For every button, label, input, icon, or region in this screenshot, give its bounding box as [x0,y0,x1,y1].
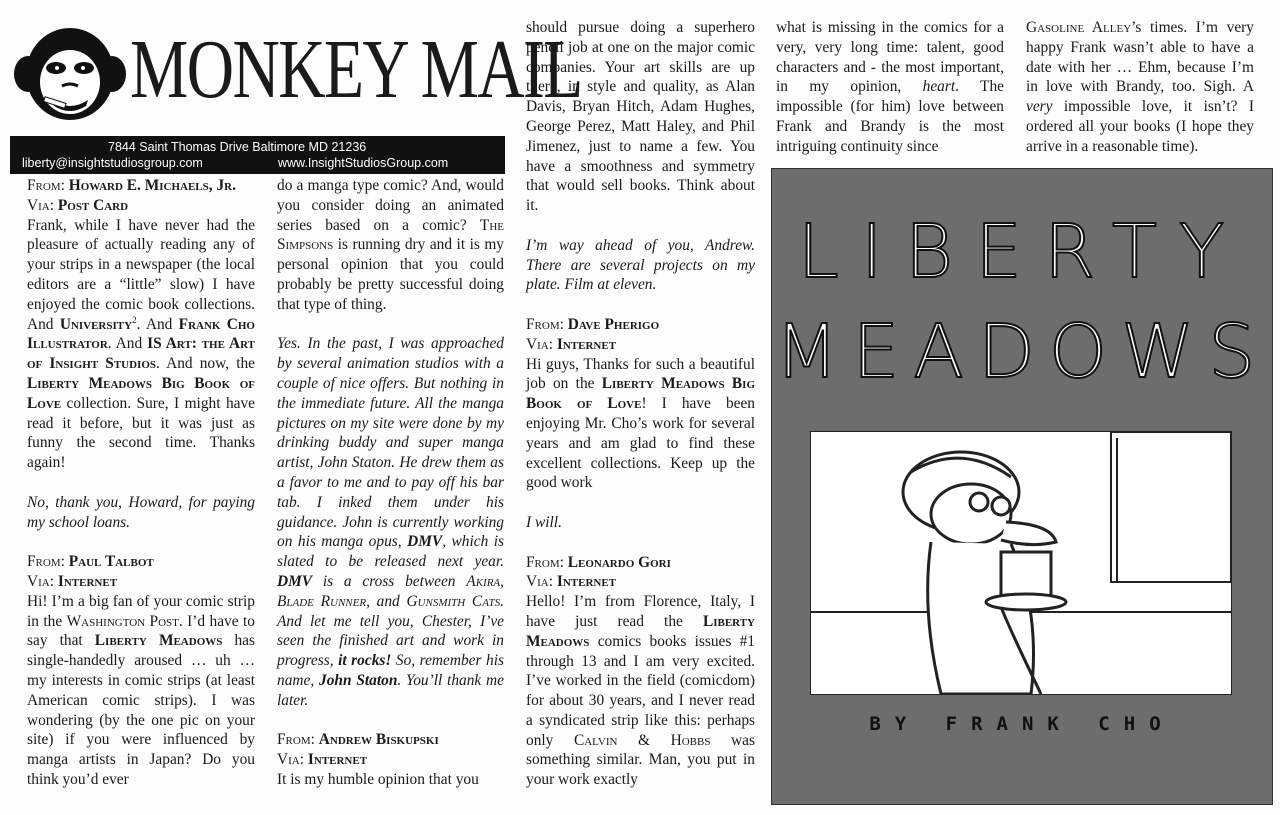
letter-5-via: Via: Internet [526,573,617,591]
column-5 [1026,18,1254,157]
mailing-address: 7844 Saint Thomas Drive Baltimore MD 21236 [108,140,367,154]
letter-1-body: Frank, while I have never had the pleasure of actually reading any of your strips in a newspaper (the local editors are a “little” slow) I have enjoyed the comic book collections. And University$^2$. And Frank Cho Illustrator. And IS Art: the Art of Insight Studios. And now, the Liberty Meadows Big Book of Love collection. Sure, I might have read it before, but it was just as funny the second time. Thanks again! [27,216,256,472]
masthead [10,8,582,170]
address-bar [10,136,505,174]
letter-4-via: Via: Internet [526,335,617,353]
letter-5-from: From: Leonardo Gori [526,553,671,571]
letter-3-body: It is my humble opinion that you [277,770,479,788]
letter-3-via: Via: Internet [277,751,368,769]
cover-title-line-1: LIBERTY [797,209,1247,295]
letter-2-body-cont: do a manga type comic? And, would you consider doing an animated series based on a comic? The Simpsons is running dry and it is my personal opinion that you could probably be pretty successful doing that type of thing. [277,177,504,313]
letter-1-from: From: Howard E. Michaels, Jr. [27,177,236,194]
letter-4-reply: I will. [526,513,562,531]
letter-3-body-cont: should pursue doing a superhero pencil job at one on the major comic companies. Your art skills are up there, in style and quality, as Alan Davis, Bryan Hitch, Adam Hughes, George Perez, Matt Haley, and Phil Jimenez, just to name a few. You have a smoothness and symmetry that would sell books. Think about it. [526,19,755,215]
monkey-head-logo [10,16,130,136]
letter-5-body: Hello! I’m from Florence, Italy, I have just read the Liberty Meadows comics books issues #1 through 13 and I am very excited. I’ve worked in the field (comicdom) for about 30 years, and I never read a syndicated strip like this: perhaps only Calvin & Hobbs was something similar. Man, you put in your work exactly [526,593,755,789]
letter-1-via: Via: Post Card [27,196,129,214]
column-4 [776,18,1004,157]
column-1 [27,176,255,790]
website-link[interactable]: www.InsightStudiosGroup.com [278,156,449,170]
cover-byline: BY FRANK CHO [869,713,1175,735]
letter-2-reply: Yes. In the past, I was approached by several animation studios with a couple of nice offers. But nothing in the immediate future. All the manga pictures on my site were done by my drinking buddy and super manga artist, John Staton. He drew them as a favor to me and to pay off his bar tab. I inked them under his guidance. John is currently working on his manga opus, DMV, which is slated to be released next year. DMV is a cross between Akira, Blade Runner, and Gunsmith Cats. And let me tell you, Chester, I’ve seen the finished art and work in progress, it rocks! So, remember his name, John Staton. You’ll thank me later. [277,335,505,709]
letter-4-from: From: Dave Pherigo [526,315,660,333]
cover-title-line-2: MEADOWS [774,309,1270,395]
letter-3-reply: I’m way ahead of you, Andrew. There are several projects on my plate. Film at eleven. [526,236,755,294]
letter-3-from: From: Andrew Biskupski [277,731,439,749]
letter-1-author: Howard E. Michaels, Jr. [68,177,236,194]
letter-5-body-end: Gasoline Alley’s times. I’m very happy Frank wasn’t able to have a date with her … Ehm, because I’m in love with Brandy, too. Sigh. A very impossible love, it isn’t? I ordered all your books (I hope they arrive in a reasonable time). [1026,19,1254,155]
letter-2-from: From: Paul Talbot [27,553,154,571]
masthead-title: MONKEY MAIL [130,23,582,116]
email-link[interactable]: liberty@insightstudiosgroup.com [22,156,203,170]
letter-2-author: Paul Talbot [68,553,154,571]
letter-4-body: Hi guys, Thanks for such a beautiful job on the Liberty Meadows Big Book of Love! I have been enjoying Mr. Cho’s work for several years and am glad to find these excellent collections. Keep up the good work [526,355,756,492]
column-3 [526,18,755,790]
column-2 [277,176,504,790]
letter-2-via: Via: Internet [27,572,118,590]
letter-5-author: Leonardo Gori [567,553,671,571]
duck-waiter-illustration [811,432,1231,694]
book-cover-image [771,168,1273,805]
letter-2-body: Hi! I’m a big fan of your comic strip in the Washington Post. I’d have to say that Liberty Meadows has single-handedly aroused … uh … my interests in comic strips (at least American comic strips). I was wondering (by the one pic on your site) if you were influenced by manga artists in Japan? Do you think you’d ever [27,592,255,788]
letter-4-author: Dave Pherigo [567,315,660,333]
letter-3-author: Andrew Biskupski [318,731,439,749]
letter-5-body-cont: what is missing in the comics for a very, very long time: talent, good characters and - the most important, in my opinion, heart. The impossible (for him) love between Frank and Brandy is the most intriguing continuity since [776,19,1004,155]
cover-illustration-panel [810,431,1232,695]
letter-1-reply: No, thank you, Howard, for paying my school loans. [27,493,255,531]
